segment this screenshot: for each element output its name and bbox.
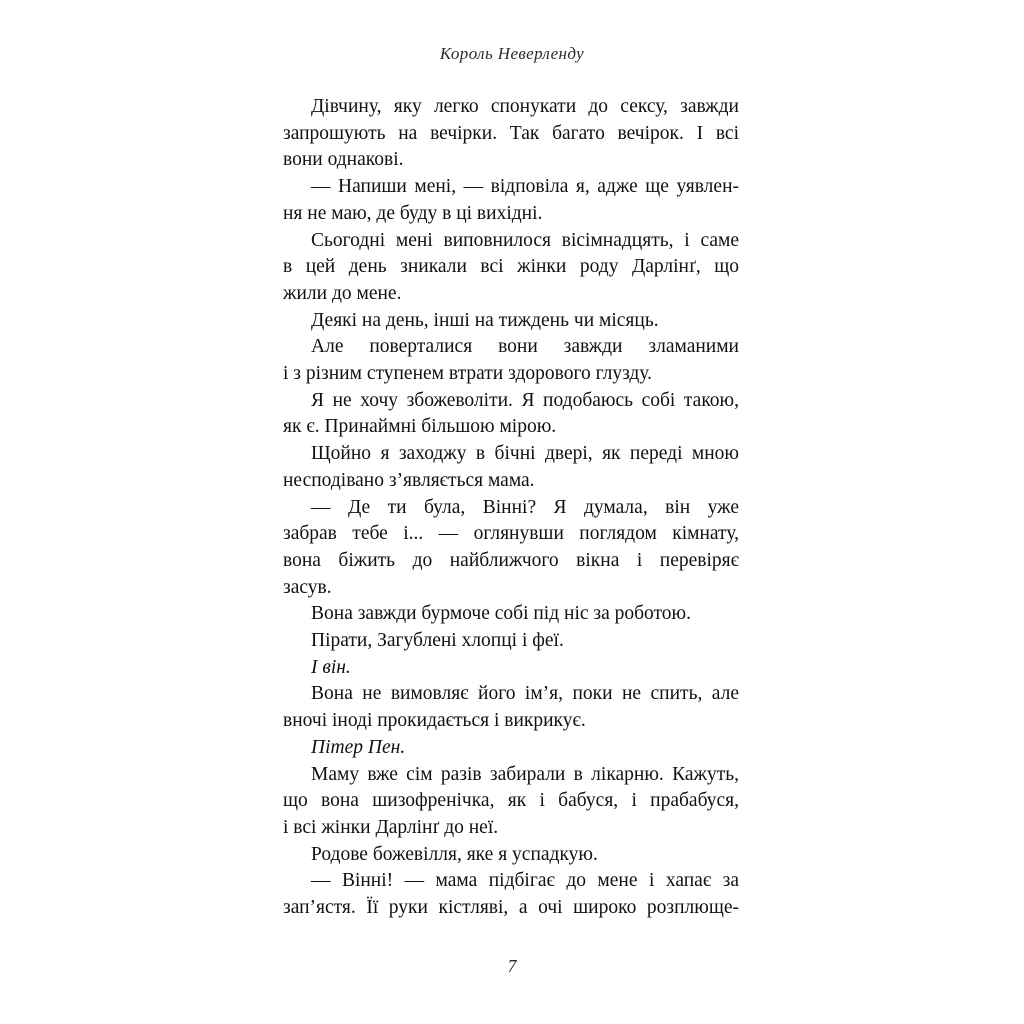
text-line: — Вінні! — мама підбігає до мене і хапає за bbox=[311, 870, 739, 892]
text-line: запрошують на вечірки. Так багато вечірок. І всі bbox=[283, 122, 739, 144]
text-line: Пірати, Загублені хлопці і феї. bbox=[311, 630, 564, 652]
text-line: в цей день зникали всі жінки роду Дарлінґ, що bbox=[283, 256, 739, 278]
text-line: Маму вже сім разів забирали в лікарню. Кажуть, bbox=[311, 763, 739, 785]
text-line: Сьогодні мені виповнилося вісімнадцять, і саме bbox=[311, 229, 739, 251]
text-line: Пітер Пен. bbox=[311, 736, 406, 758]
text-line: несподівано з’являється мама. bbox=[283, 469, 535, 491]
running-header: Король Неверленду bbox=[439, 44, 585, 63]
text-line: вони однакові. bbox=[283, 149, 404, 171]
text-line: — Напиши мені, — відповіла я, адже ще уявлен- bbox=[311, 176, 739, 198]
text-line: і з різним ступенем втрати здорового глузду. bbox=[283, 363, 653, 385]
text-line: І він. bbox=[311, 656, 351, 678]
page-number: 7 bbox=[507, 956, 517, 976]
text-line: Але поверталися вони завжди зламаними bbox=[311, 336, 739, 358]
text-line: Щойно я заходжу в бічні двері, як переді мною bbox=[311, 443, 739, 465]
text-line: вона біжить до найближчого вікна і перевіряє bbox=[283, 549, 739, 571]
text-line: Я не хочу збожеволіти. Я подобаюсь собі такою, bbox=[311, 389, 739, 411]
text-line: Родове божевілля, яке я успадкую. bbox=[311, 843, 598, 865]
text-line: Дівчину, яку легко спонукати до сексу, завжди bbox=[311, 96, 739, 117]
text-line: забрав тебе і... — оглянувши поглядом кімнату, bbox=[283, 523, 739, 545]
text-line: Вона не вимовляє його ім’я, поки не спить, але bbox=[311, 683, 739, 705]
text-line: Вона завжди бурмоче собі під ніс за роботою. bbox=[311, 603, 691, 625]
text-line: що вона шизофренічка, як і бабуся, і прабабуся, bbox=[283, 790, 739, 812]
text-line: як є. Принаймні більшою мірою. bbox=[283, 416, 557, 438]
text-line: — Де ти була, Вінні? Я думала, він уже bbox=[311, 496, 739, 518]
text-line: ня не маю, де буду в ці вихідні. bbox=[283, 202, 543, 224]
text-line: жили до мене. bbox=[283, 282, 402, 304]
text-line: вночі іноді прокидається і викрикує. bbox=[283, 710, 586, 732]
text-block bbox=[283, 94, 739, 922]
text-line: Деякі на день, інші на тиждень чи місяць. bbox=[311, 309, 659, 331]
text-line: і всі жінки Дарлінґ до неї. bbox=[283, 816, 499, 838]
text-line: засув. bbox=[283, 576, 332, 598]
text-line: зап’ястя. Її руки кістляві, а очі широко розплюще- bbox=[283, 897, 739, 919]
